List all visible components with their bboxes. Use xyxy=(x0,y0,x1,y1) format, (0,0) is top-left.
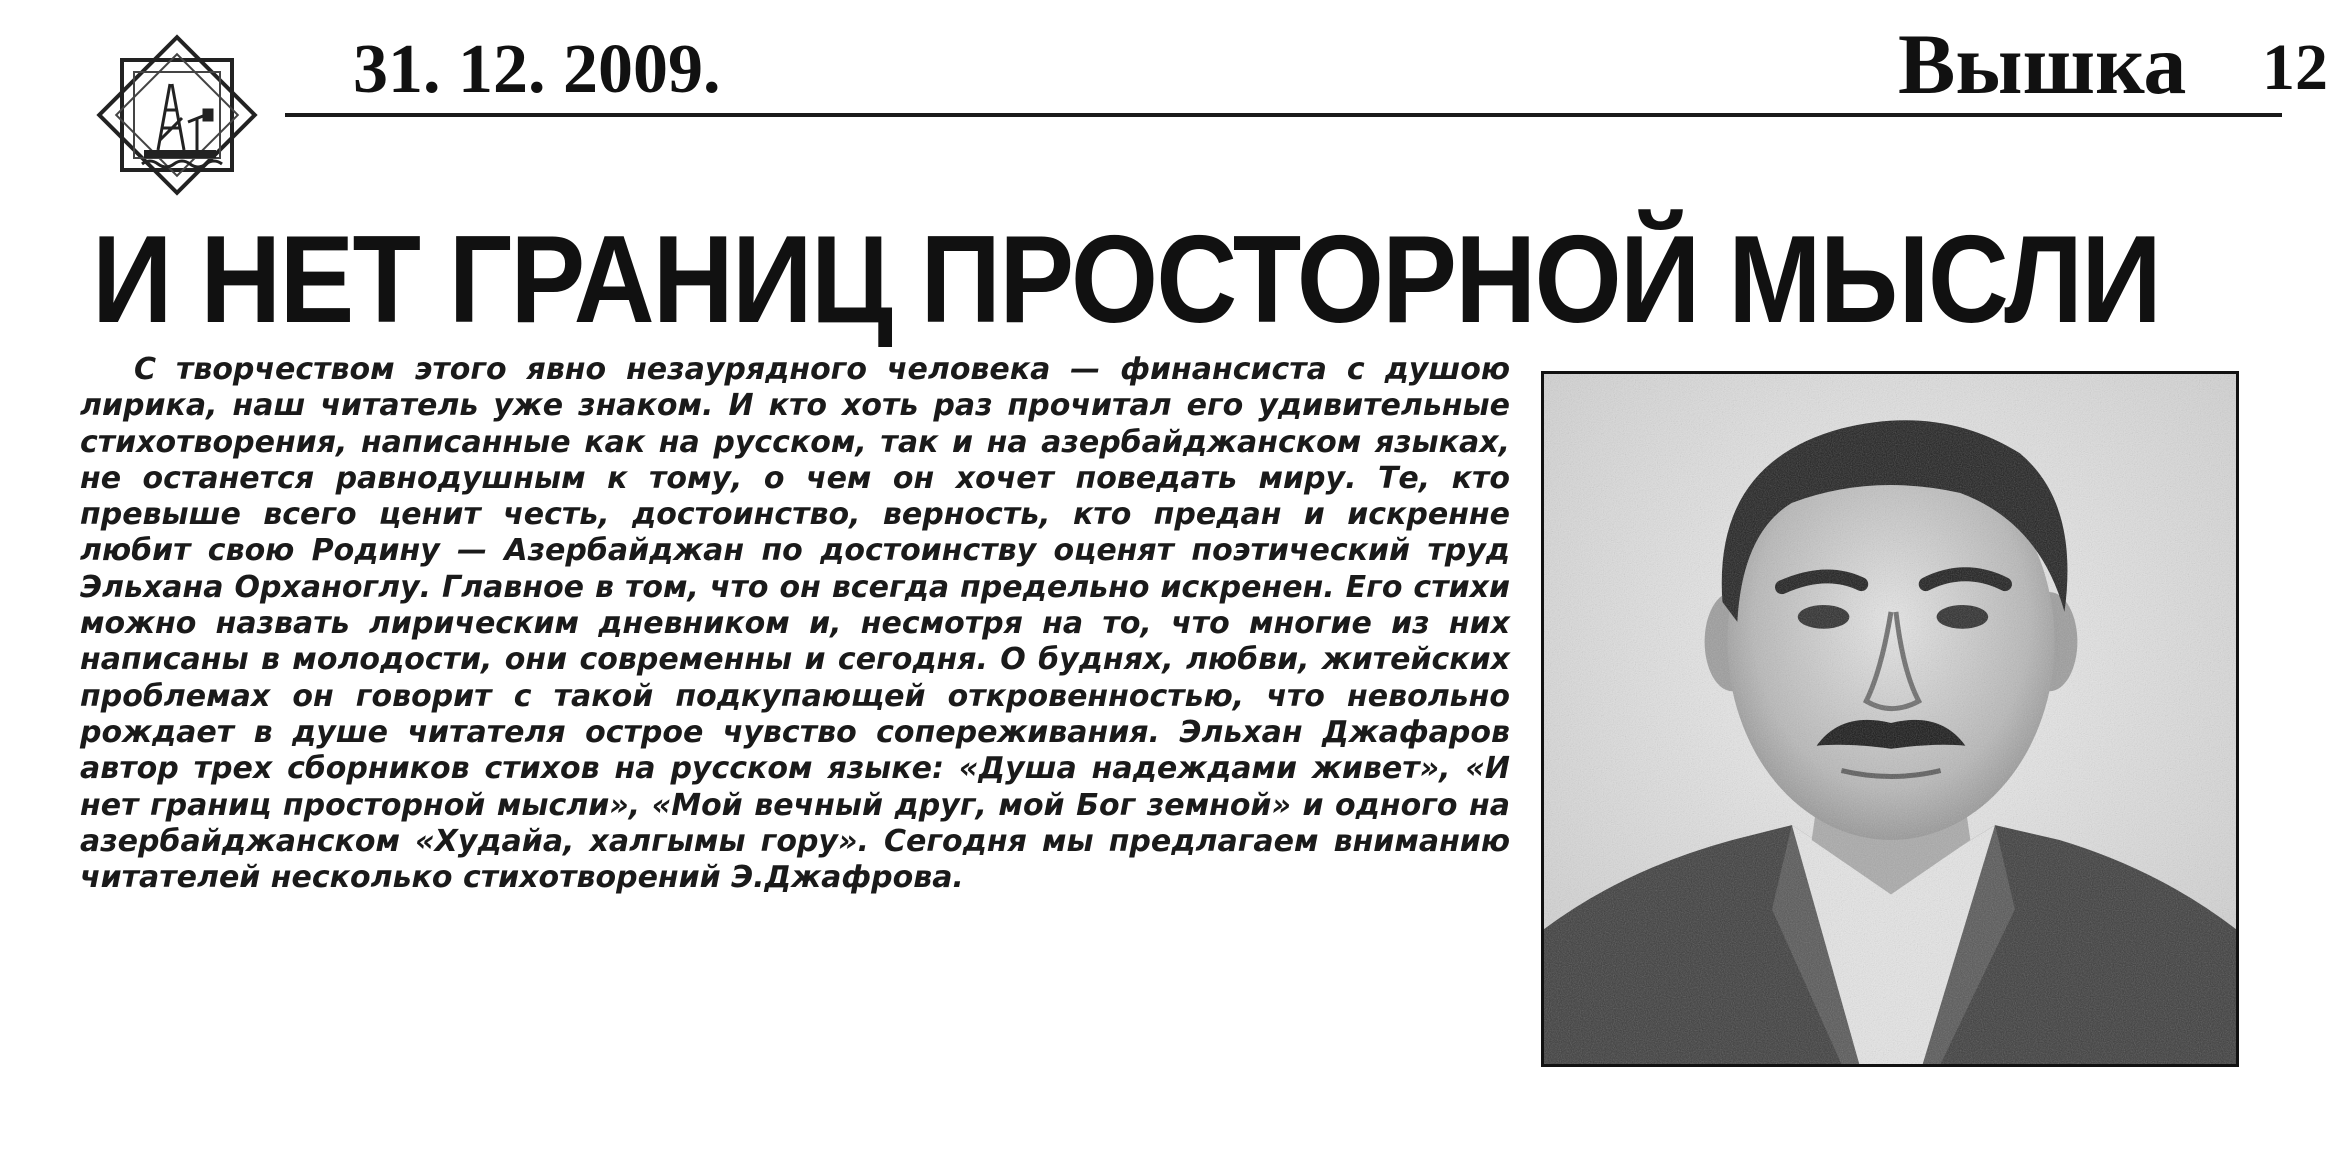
portrait-photo-icon xyxy=(1544,374,2236,1064)
article-body: С творчеством этого явно незаурядного человека — финансиста с душою лирика, наш читатель уже знаком. И кто хоть раз прочитал его удивительные стихотворения, написанные как на русском, так и на азербайджанском языках, не останется равнодушным к тому, о чем он хочет поведать миру. Те, кто превыше всего ценит честь, достоинство, верность, кто предан и искренне любит свою Родину — Азербайджан по достоинству оценят поэтический труд Эльхана Орханоглу. Главное в том, что он всегда предельно искренен. Его стихи можно назвать лирическим дневником и, несмотря на то, что многие из них написаны в молодости, они современны и сегодня. О буднях, любви, житейских проблемах он говорит с такой подкупающей откровенностью, что невольно рождает в душе читателя острое чувство сопереживания. Эльхан Джафаров автор трех сборников стихов на русском языке: «Душа надеждами живет», «И нет границ просторной мысли», «Мой вечный друг, мой Бог земной» и одного на азербайджанском «Худайа, халгымы гору». Сегодня мы предлагаем вниманию читателей несколько стихотворений Э.Джафрова. xyxy=(80,352,1510,896)
article-headline: И НЕТ ГРАНИЦ ПРОСТОРНОЙ МЫСЛИ xyxy=(92,211,2161,349)
issue-date: 31. 12. 2009. xyxy=(353,31,721,108)
emblem xyxy=(84,22,270,208)
newspaper-name: Вышка xyxy=(1898,16,2187,112)
portrait-photo xyxy=(1541,371,2239,1067)
page-number: 12 xyxy=(2262,31,2328,104)
oil-derrick-emblem-icon xyxy=(84,22,270,208)
masthead-rule xyxy=(285,113,2282,117)
